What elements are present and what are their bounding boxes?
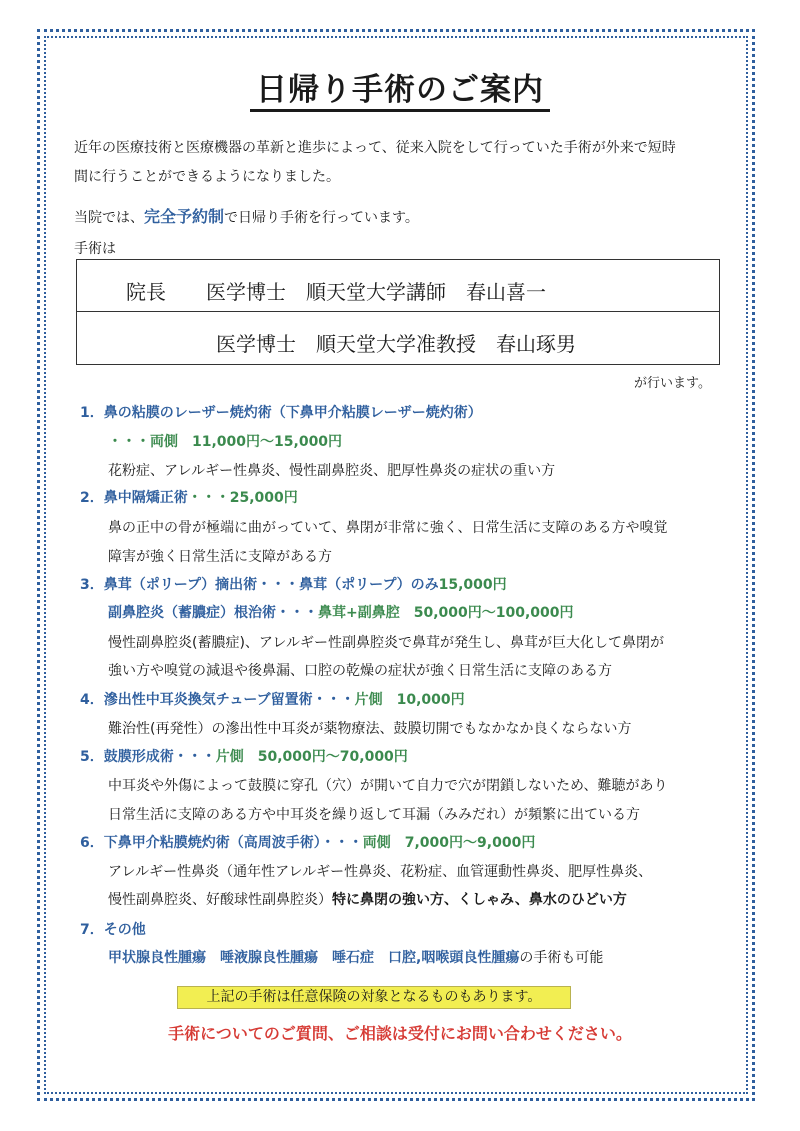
- procedure-6-price: 両側 7,000円～9,000円: [362, 835, 536, 851]
- procedure-4-heading: 4．滲出性中耳炎換気チューブ留置術・・・片側 10,000円: [80, 692, 465, 708]
- procedure-5-price: 片側 50,000円～70,000円: [215, 749, 408, 765]
- surgeon-label: 手術は: [74, 241, 116, 257]
- procedure-2-heading: 2．鼻中隔矯正術・・・25,000円: [80, 490, 298, 506]
- intro-line-1: 近年の医療技術と医療機器の革新と進歩によって、従来入院をして行っていた手術が外来で短時: [74, 140, 676, 156]
- doctor-director: 院長 医学博士 順天堂大学講師 春山喜一: [126, 280, 546, 304]
- intro-line-2: 間に行うことができるようになりました。: [74, 169, 340, 185]
- procedure-3-heading-2: 副鼻腔炎（蓄膿症）根治術・・・鼻茸+副鼻腔 50,000円～100,000円: [108, 605, 574, 621]
- procedure-1-desc: 花粉症、アレルギー性鼻炎、慢性副鼻腔炎、肥厚性鼻炎の症状の重い方: [108, 463, 556, 479]
- procedure-6-emphasis: 特に鼻閉の強い方、くしゃみ、鼻水のひどい方: [332, 892, 627, 908]
- procedure-4-price: 片側 10,000円: [354, 692, 465, 708]
- procedure-6-desc: アレルギー性鼻炎（通年性アレルギー性鼻炎、花粉症、血管運動性鼻炎、肥厚性鼻炎、: [108, 864, 653, 880]
- procedure-6-desc: 慢性副鼻腔炎、好酸球性副鼻腔炎）特に鼻閉の強い方、くしゃみ、鼻水のひどい方: [108, 892, 627, 908]
- procedure-3-desc: 慢性副鼻腔炎(蓄膿症)、アレルギー性副鼻腔炎で鼻茸が発生し、鼻茸が巨大化して鼻閉が: [108, 635, 665, 651]
- reservation-highlight: 完全予約制: [144, 207, 225, 226]
- procedure-1-heading: 1．鼻の粘膜のレーザー焼灼術（下鼻甲介粘膜レーザー焼灼術）: [80, 405, 482, 421]
- doctor-associate: 医学博士 順天堂大学准教授 春山琢男: [216, 332, 576, 356]
- procedure-2-price: ・・・25,000円: [187, 490, 298, 506]
- procedure-6-heading: 6．下鼻甲介粘膜焼灼術（高周波手術）・・・両側 7,000円～9,000円: [80, 835, 536, 851]
- procedure-7-list: 甲状腺良性腫瘍 唾液腺良性腫瘍 唾石症 口腔,咽喉頭良性腫瘍の手術も可能: [108, 950, 604, 966]
- procedure-4-desc: 難治性(再発性）の滲出性中耳炎が薬物療法、鼓膜切開でもなかなか良くならない方: [108, 721, 632, 737]
- procedure-3-desc: 強い方や嗅覚の減退や後鼻漏、口腔の乾燥の症状が強く日常生活に支障のある方: [108, 663, 612, 679]
- procedure-1-price: ・・・両側 11,000円～15,000円: [108, 434, 343, 450]
- procedure-7-heading: 7．その他: [80, 922, 146, 938]
- intro-paragraph: [74, 134, 734, 192]
- doctor-box-divider: [76, 311, 720, 312]
- procedure-5-heading: 5．鼓膜形成術・・・片側 50,000円～70,000円: [80, 749, 408, 765]
- procedure-5-desc: 中耳炎や外傷によって鼓膜に穿孔（穴）が開いて自力で穴が閉鎖しないため、難聴があり: [108, 778, 668, 794]
- reservation-line: 当院では、完全予約制で日帰り手術を行っています。: [74, 207, 419, 226]
- performs-text: が行います。: [634, 376, 711, 391]
- procedure-2-desc: 障害が強く日常生活に支障がある方: [108, 549, 332, 565]
- procedure-3-heading: 3．鼻茸（ポリープ）摘出術・・・鼻茸（ポリープ）のみ15,000円: [80, 577, 507, 593]
- procedure-3-price-2: 鼻茸+副鼻腔 50,000円～100,000円: [318, 605, 574, 621]
- contact-notice: 手術についてのご質問、ご相談は受付にお問い合わせください。: [168, 1024, 632, 1043]
- procedure-3-price: 15,000円: [438, 577, 507, 593]
- procedure-2-desc: 鼻の正中の骨が極端に曲がっていて、鼻閉が非常に強く、日常生活に支障のある方や嗅覚: [108, 520, 668, 536]
- insurance-note: 上記の手術は任意保険の対象となるものもあります。: [177, 986, 571, 1009]
- page-title: 日帰り手術のご案内: [0, 64, 800, 109]
- procedure-5-desc: 日常生活に支障のある方や中耳炎を繰り返して耳漏（みみだれ）が頻繁に出ている方: [108, 807, 640, 823]
